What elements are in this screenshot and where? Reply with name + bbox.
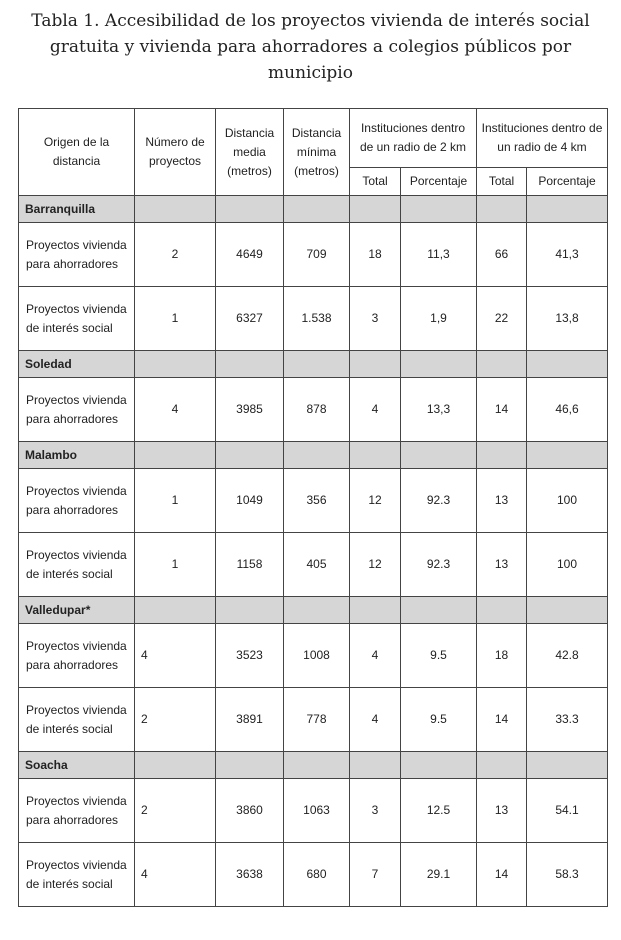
group-row	[19, 442, 608, 469]
cell-total-2km: 4	[350, 688, 401, 752]
row-label: Proyectos vivienda para ahorradores	[19, 779, 135, 843]
cell-media: 6327	[216, 287, 284, 351]
table-row	[19, 533, 608, 597]
cell-minima: 878	[284, 378, 350, 442]
table-title	[20, 8, 601, 86]
header-inst-4km: Instituciones dentro de un radio de 4 km	[477, 109, 608, 168]
row-label: Proyectos vivienda de interés social	[19, 688, 135, 752]
cell-pct-4km: 41,3	[527, 223, 608, 287]
cell-minima: 356	[284, 469, 350, 533]
cell-num: 1	[135, 287, 216, 351]
table-row	[19, 223, 608, 287]
cell-pct-4km: 100	[527, 469, 608, 533]
group-name: Soacha	[19, 752, 135, 779]
table-row	[19, 287, 608, 351]
cell-total-2km: 4	[350, 624, 401, 688]
cell-media: 3985	[216, 378, 284, 442]
cell-num: 1	[135, 533, 216, 597]
cell-total-2km: 3	[350, 287, 401, 351]
cell-pct-2km: 29.1	[401, 843, 477, 907]
cell-minima: 778	[284, 688, 350, 752]
header-media: Distancia media (metros)	[216, 109, 284, 196]
cell-num: 4	[135, 843, 216, 907]
cell-total-2km: 12	[350, 533, 401, 597]
cell-pct-2km: 9.5	[401, 624, 477, 688]
cell-pct-4km: 46,6	[527, 378, 608, 442]
cell-media: 1158	[216, 533, 284, 597]
cell-minima: 405	[284, 533, 350, 597]
header-minima: Distancia mínima (metros)	[284, 109, 350, 196]
row-label: Proyectos vivienda para ahorradores	[19, 223, 135, 287]
cell-num: 2	[135, 688, 216, 752]
cell-num: 1	[135, 469, 216, 533]
group-name: Soledad	[19, 351, 135, 378]
cell-media: 3638	[216, 843, 284, 907]
cell-media: 3860	[216, 779, 284, 843]
cell-total-4km: 13	[477, 779, 527, 843]
cell-media: 3523	[216, 624, 284, 688]
row-label: Proyectos vivienda para ahorradores	[19, 378, 135, 442]
cell-pct-2km: 9.5	[401, 688, 477, 752]
cell-pct-2km: 92.3	[401, 533, 477, 597]
cell-pct-4km: 33.3	[527, 688, 608, 752]
header-numero: Número de proyectos	[135, 109, 216, 196]
header-porcentaje-2km: Porcentaje	[401, 168, 477, 196]
cell-num: 2	[135, 223, 216, 287]
header-total-4km: Total	[477, 168, 527, 196]
title-line: Tabla 1. Accesibilidad de los proyectos vivienda de interés social	[31, 11, 590, 31]
cell-pct-2km: 11,3	[401, 223, 477, 287]
group-name: Valledupar*	[19, 597, 135, 624]
group-name: Barranquilla	[19, 196, 135, 223]
table-row	[19, 688, 608, 752]
cell-pct-2km: 12.5	[401, 779, 477, 843]
cell-total-4km: 18	[477, 624, 527, 688]
cell-total-4km: 66	[477, 223, 527, 287]
row-label: Proyectos vivienda de interés social	[19, 287, 135, 351]
group-row	[19, 597, 608, 624]
table-row	[19, 624, 608, 688]
group-row	[19, 196, 608, 223]
cell-total-4km: 14	[477, 688, 527, 752]
cell-total-2km: 3	[350, 779, 401, 843]
header-origen: Origen de la distancia	[19, 109, 135, 196]
accessibility-table	[18, 108, 608, 907]
cell-total-4km: 13	[477, 533, 527, 597]
table-body	[19, 196, 608, 907]
cell-total-2km: 18	[350, 223, 401, 287]
cell-total-2km: 7	[350, 843, 401, 907]
cell-total-4km: 13	[477, 469, 527, 533]
cell-pct-2km: 13,3	[401, 378, 477, 442]
cell-pct-2km: 1,9	[401, 287, 477, 351]
cell-total-2km: 12	[350, 469, 401, 533]
cell-media: 4649	[216, 223, 284, 287]
cell-total-4km: 14	[477, 378, 527, 442]
title-line: gratuita y vivienda para ahorradores a colegios públicos por	[49, 37, 572, 57]
table-row	[19, 469, 608, 533]
cell-pct-4km: 100	[527, 533, 608, 597]
title-line: municipio	[268, 63, 353, 83]
cell-total-2km: 4	[350, 378, 401, 442]
row-label: Proyectos vivienda para ahorradores	[19, 624, 135, 688]
cell-minima: 1008	[284, 624, 350, 688]
cell-total-4km: 14	[477, 843, 527, 907]
group-row	[19, 752, 608, 779]
cell-pct-4km: 58.3	[527, 843, 608, 907]
cell-num: 4	[135, 624, 216, 688]
header-total-2km: Total	[350, 168, 401, 196]
cell-pct-4km: 54.1	[527, 779, 608, 843]
cell-total-4km: 22	[477, 287, 527, 351]
row-label: Proyectos vivienda de interés social	[19, 533, 135, 597]
group-row	[19, 351, 608, 378]
cell-minima: 1063	[284, 779, 350, 843]
cell-num: 2	[135, 779, 216, 843]
cell-minima: 680	[284, 843, 350, 907]
row-label: Proyectos vivienda de interés social	[19, 843, 135, 907]
cell-media: 1049	[216, 469, 284, 533]
cell-pct-4km: 42.8	[527, 624, 608, 688]
group-name: Malambo	[19, 442, 135, 469]
header-inst-2km: Instituciones dentro de un radio de 2 km	[350, 109, 477, 168]
cell-minima: 1.538	[284, 287, 350, 351]
cell-num: 4	[135, 378, 216, 442]
table-row	[19, 378, 608, 442]
cell-media: 3891	[216, 688, 284, 752]
table-row	[19, 843, 608, 907]
table-row	[19, 779, 608, 843]
cell-minima: 709	[284, 223, 350, 287]
cell-pct-4km: 13,8	[527, 287, 608, 351]
header-porcentaje-4km: Porcentaje	[527, 168, 608, 196]
row-label: Proyectos vivienda para ahorradores	[19, 469, 135, 533]
cell-pct-2km: 92.3	[401, 469, 477, 533]
